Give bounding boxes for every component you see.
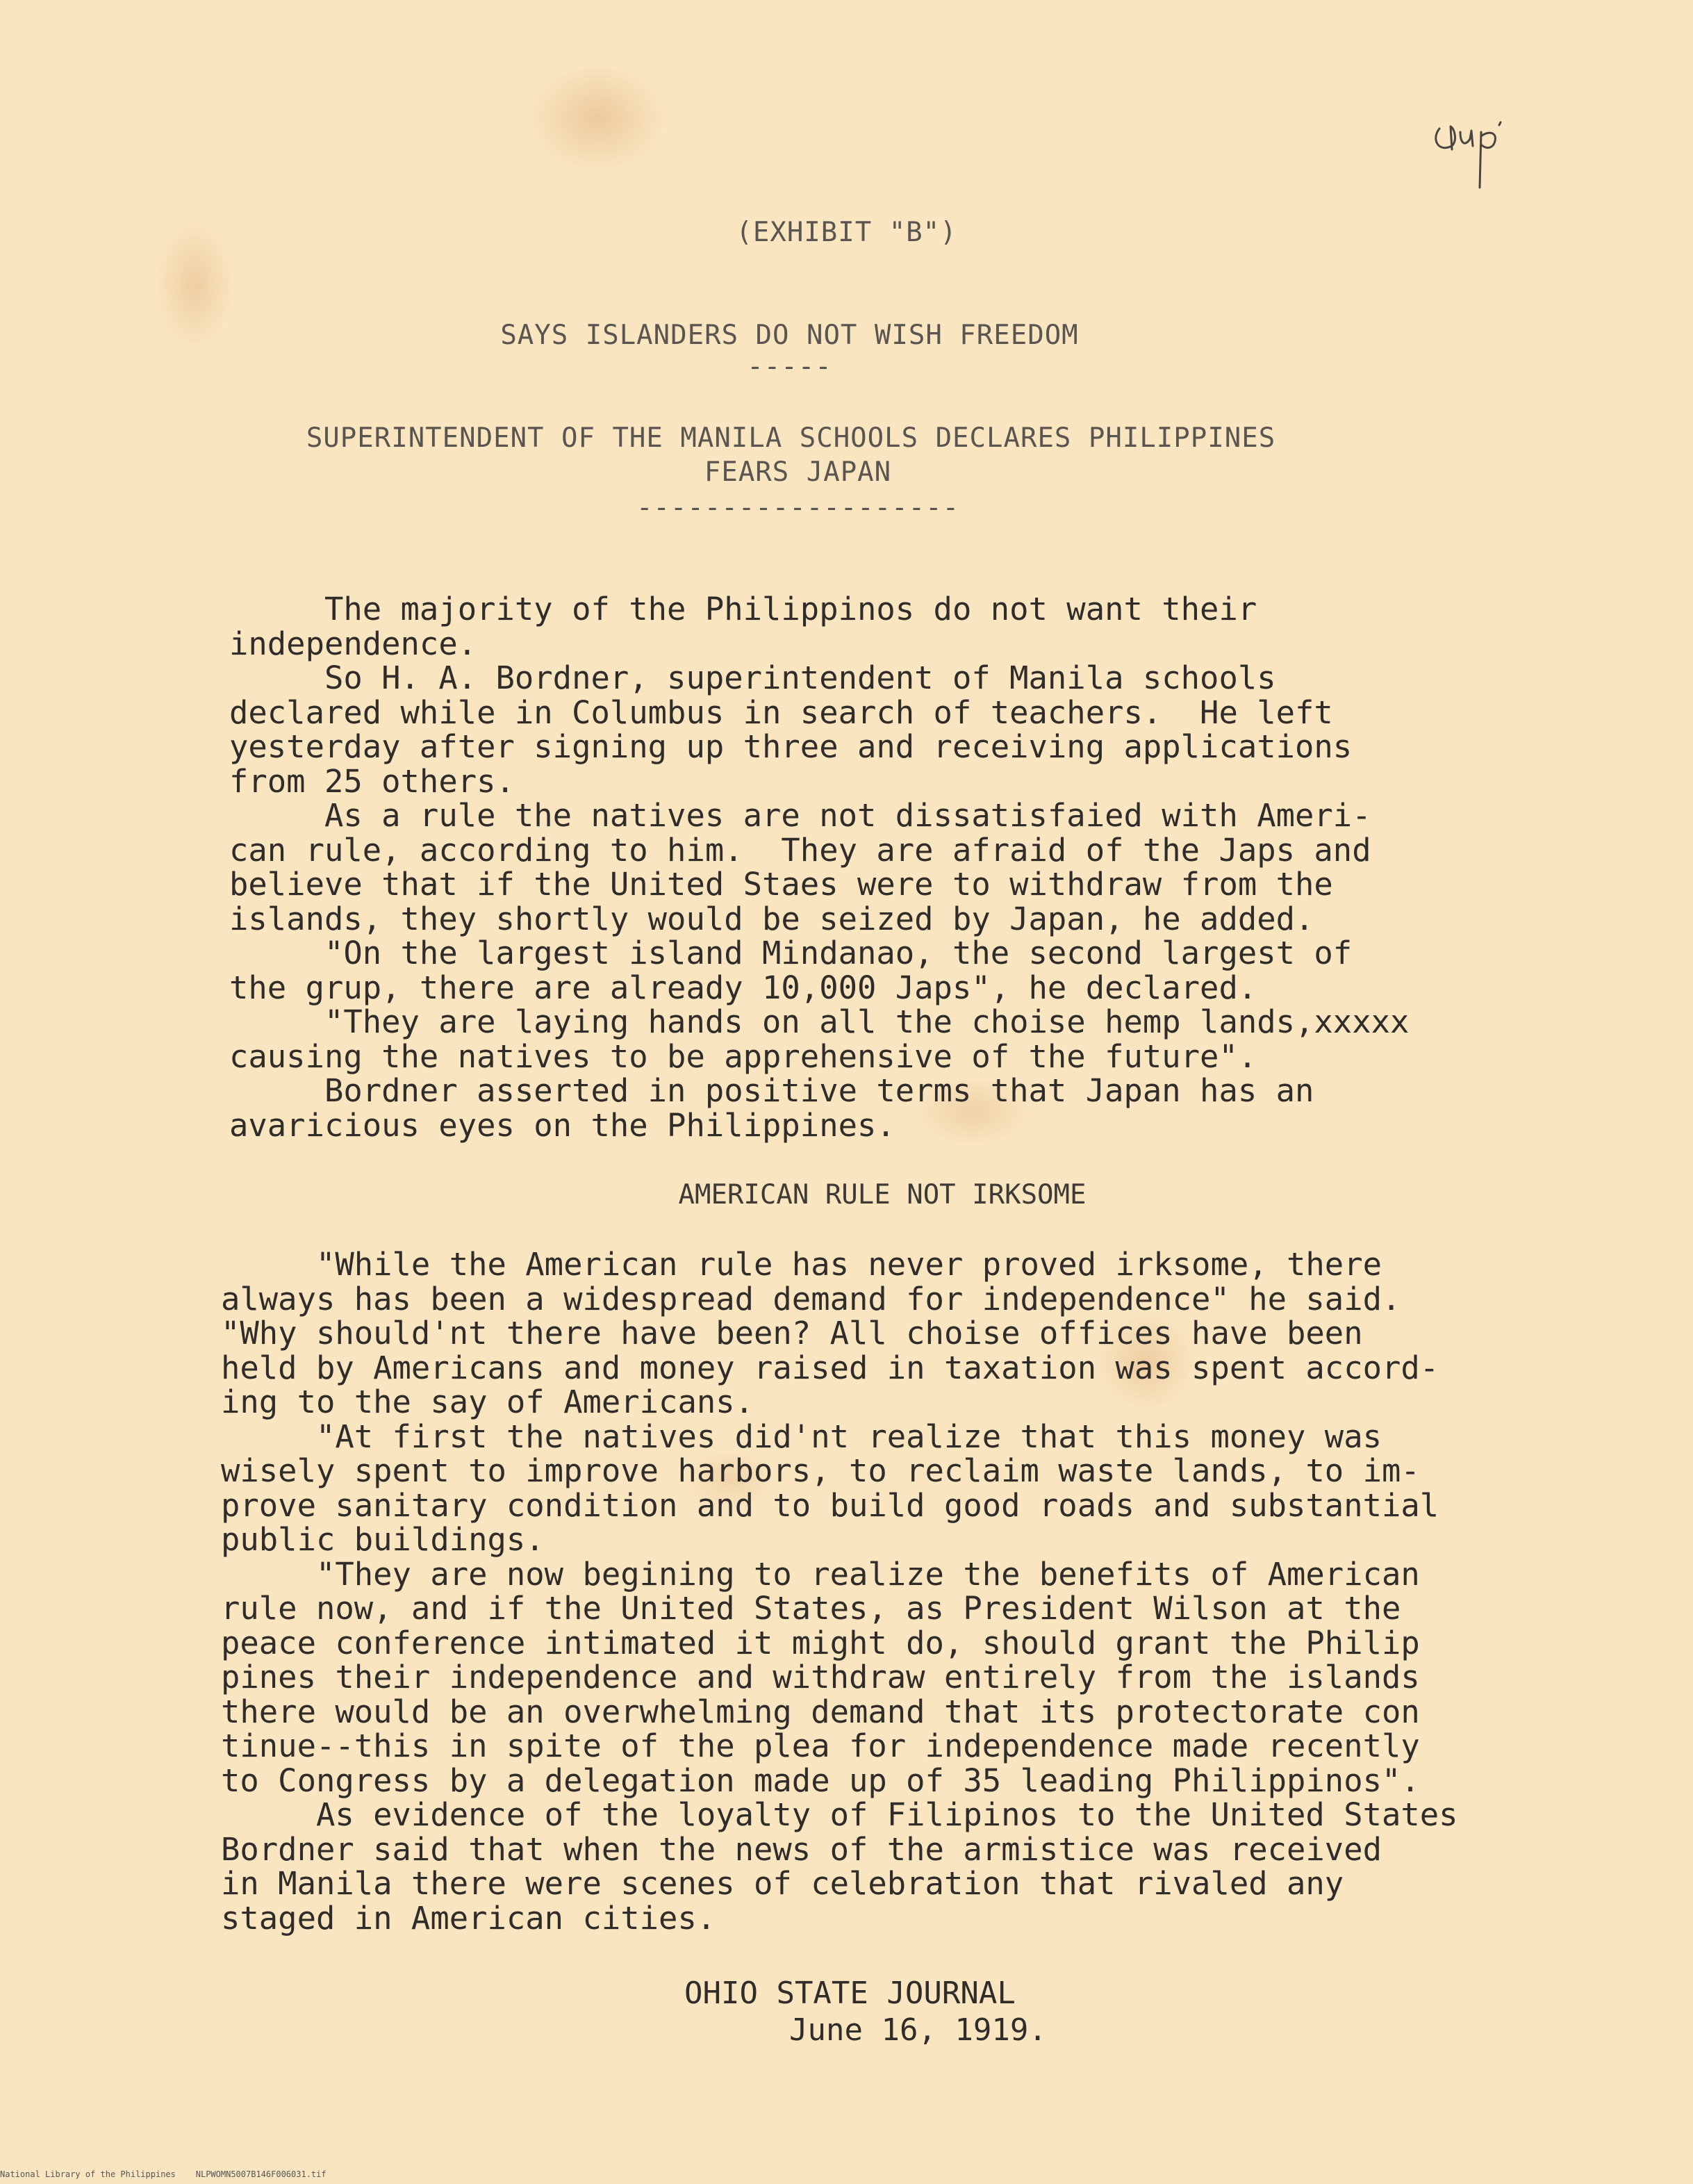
text-line: "They are laying hands on all the choise hemp lands,xxxxx bbox=[229, 1003, 1410, 1040]
text-line: tinue--this in spite of the plea for independence made recently bbox=[221, 1727, 1420, 1764]
publication-name: OHIO STATE JOURNAL bbox=[684, 1976, 1016, 2011]
text-line: rule now, and if the United States, as President Wilson at the bbox=[221, 1590, 1401, 1627]
text-line: wisely spent to improve harbors, to reclaim waste lands, to im- bbox=[221, 1452, 1420, 1489]
text-line: staged in American cities. bbox=[221, 1899, 716, 1937]
text-line: avaricious eyes on the Philippines. bbox=[229, 1106, 895, 1144]
text-line: islands, they shortly would be seized by Japan, he added. bbox=[229, 900, 1314, 937]
text-line: there would be an overwhelming demand that its protectorate con bbox=[221, 1693, 1420, 1730]
text-line: in Manila there were scenes of celebration that rivaled any bbox=[221, 1865, 1344, 1902]
text-line: "Why should'nt there have been? All choise offices have been bbox=[221, 1315, 1363, 1352]
text-line: causing the natives to be apprehensive of the future". bbox=[229, 1037, 1257, 1075]
text-line: from 25 others. bbox=[229, 762, 515, 800]
subheadline-line-2: FEARS JAPAN bbox=[704, 457, 892, 488]
text-line: believe that if the United Staes were to withdraw from the bbox=[229, 866, 1333, 903]
article-section-2 bbox=[221, 1247, 1631, 1935]
text-line: public buildings. bbox=[221, 1521, 545, 1558]
text-line: "At first the natives did'nt realize that this money was bbox=[221, 1418, 1382, 1455]
text-line: ing to the say of Americans. bbox=[221, 1384, 754, 1420]
text-line: As evidence of the loyalty of Filipinos to the United States bbox=[221, 1796, 1458, 1833]
headline: SAYS ISLANDERS DO NOT WISH FREEDOM bbox=[500, 320, 1079, 351]
scan-footer: National Library of the Philippines NLPWOMN5007B146F006031.tif bbox=[0, 2169, 327, 2179]
text-line: to Congress by a delegation made up of 35 leading Philippinos". bbox=[221, 1762, 1420, 1799]
text-line: So H. A. Bordner, superintendent of Manila schools bbox=[229, 659, 1276, 696]
text-line: prove sanitary condition and to build good roads and substantial bbox=[221, 1486, 1439, 1524]
section-heading: AMERICAN RULE NOT IRKSOME bbox=[678, 1179, 1087, 1210]
text-line: "They are now begining to realize the benefits of American bbox=[221, 1555, 1420, 1593]
text-line: Bordner asserted in positive terms that Japan has an bbox=[229, 1072, 1314, 1109]
headline-separator: ----- bbox=[747, 351, 832, 382]
exhibit-label: (EXHIBIT "B") bbox=[736, 217, 957, 248]
handwritten-annotation bbox=[1424, 90, 1549, 195]
text-line: declared while in Columbus in search of teachers. He left bbox=[229, 693, 1333, 731]
text-line: The majority of the Philippinos do not want their bbox=[229, 591, 1257, 627]
text-line: the grup, there are already 10,000 Japs", he declared. bbox=[229, 969, 1257, 1006]
article-section-1 bbox=[229, 592, 1640, 1142]
text-line: As a rule the natives are not dissatisfaied with Ameri- bbox=[229, 797, 1371, 834]
text-line: pines their independence and withdraw entirely from the islands bbox=[221, 1659, 1420, 1696]
text-line: independence. bbox=[229, 625, 477, 662]
subheadline-separator: ------------------- bbox=[636, 492, 960, 523]
text-line: held by Americans and money raised in taxation was spent accord- bbox=[221, 1349, 1439, 1386]
text-line: peace conference intimated it might do, should grant the Philip bbox=[221, 1624, 1420, 1661]
text-line: always has been a widespread demand for independence" he said. bbox=[221, 1280, 1401, 1317]
subheadline-line-1: SUPERINTENDENT OF THE MANILA SCHOOLS DECLARES PHILIPPINES bbox=[306, 422, 1276, 454]
text-line: yesterday after signing up three and receiving applications bbox=[229, 728, 1353, 765]
text-line: Bordner said that when the news of the armistice was received bbox=[221, 1830, 1382, 1868]
text-line: "On the largest island Mindanao, the second largest of bbox=[229, 935, 1353, 971]
publication-date: June 16, 1919. bbox=[789, 2012, 1047, 2048]
text-line: "While the American rule has never proved irksome, there bbox=[221, 1246, 1382, 1283]
text-line: can rule, according to him. They are afraid of the Japs and bbox=[229, 831, 1371, 869]
